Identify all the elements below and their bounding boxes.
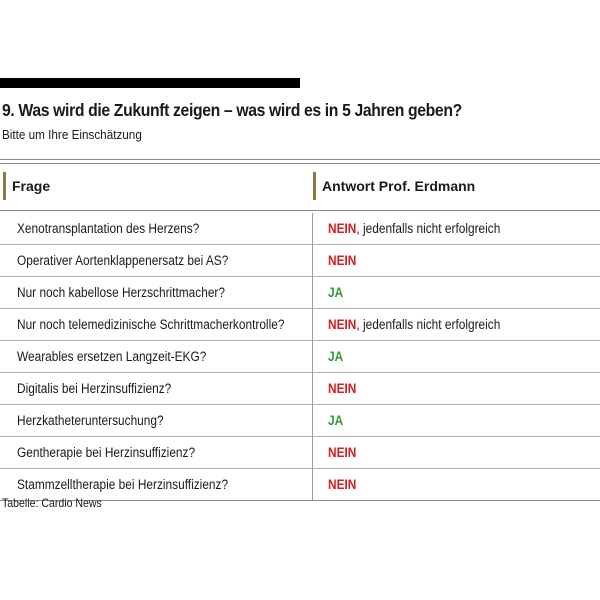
header-divider: [0, 210, 600, 211]
answer-cell: [328, 469, 356, 500]
answer-cell: [328, 405, 343, 436]
verdict-label: NEIN: [328, 445, 357, 460]
question-cell: Gentherapie bei Herzinsuffizienz?: [17, 445, 196, 460]
table-row: [0, 405, 600, 437]
table-source: Tabelle: Cardio News: [2, 496, 102, 510]
column-divider: [312, 405, 313, 436]
answer-cell: [328, 277, 343, 308]
column-divider: [312, 341, 313, 372]
column-divider: [312, 437, 313, 468]
table-row: [0, 277, 600, 309]
answer-note: , jedenfalls nicht erfolgreich: [356, 317, 501, 332]
column-divider: [312, 469, 313, 500]
verdict-label: NEIN: [328, 381, 357, 396]
table-row: [0, 373, 600, 405]
verdict-label: NEIN: [328, 477, 357, 492]
answer-cell: [328, 309, 500, 340]
column-header-answer: Antwort Prof. Erdmann: [313, 172, 475, 200]
table-row: [0, 245, 600, 277]
verdict-label: JA: [328, 413, 344, 428]
table-row: [0, 213, 600, 245]
answer-cell: [328, 245, 356, 276]
page-subtitle: Bitte um Ihre Einschätzung: [2, 127, 142, 142]
page-title: 9. Was wird die Zukunft zeigen – was wird es in 5 Jahren geben?: [2, 100, 462, 120]
verdict-label: NEIN: [328, 221, 357, 236]
verdict-label: NEIN: [328, 317, 357, 332]
question-cell: Xenotransplantation des Herzens?: [17, 221, 200, 236]
column-divider: [312, 373, 313, 404]
answer-cell: [328, 437, 356, 468]
question-cell: Wearables ersetzen Langzeit-EKG?: [17, 349, 207, 364]
answer-note: , jedenfalls nicht erfolgreich: [356, 221, 501, 236]
column-divider: [312, 309, 313, 340]
table-row: [0, 341, 600, 373]
verdict-label: NEIN: [328, 253, 357, 268]
answers-table: [0, 213, 600, 501]
question-cell: Herzkatheteruntersuchung?: [17, 413, 164, 428]
column-divider: [312, 213, 313, 244]
answer-cell: [328, 341, 343, 372]
table-row: [0, 309, 600, 341]
question-cell: Nur noch kabellose Herzschrittmacher?: [17, 285, 225, 300]
answer-cell: [328, 213, 500, 244]
double-divider: [0, 159, 600, 164]
column-header-question: Frage: [3, 172, 50, 200]
column-divider: [312, 277, 313, 308]
table-row: [0, 437, 600, 469]
verdict-label: JA: [328, 285, 344, 300]
question-cell: Operativer Aortenklappenersatz bei AS?: [17, 253, 229, 268]
top-black-bar: [0, 78, 300, 88]
table-header: [0, 167, 600, 205]
verdict-label: JA: [328, 349, 344, 364]
question-cell: Digitalis bei Herzinsuffizienz?: [17, 381, 172, 396]
column-divider: [312, 245, 313, 276]
answer-cell: [328, 373, 356, 404]
question-cell: Nur noch telemedizinische Schrittmacherkontrolle?: [17, 317, 285, 332]
question-cell: Stammzelltherapie bei Herzinsuffizienz?: [17, 477, 229, 492]
